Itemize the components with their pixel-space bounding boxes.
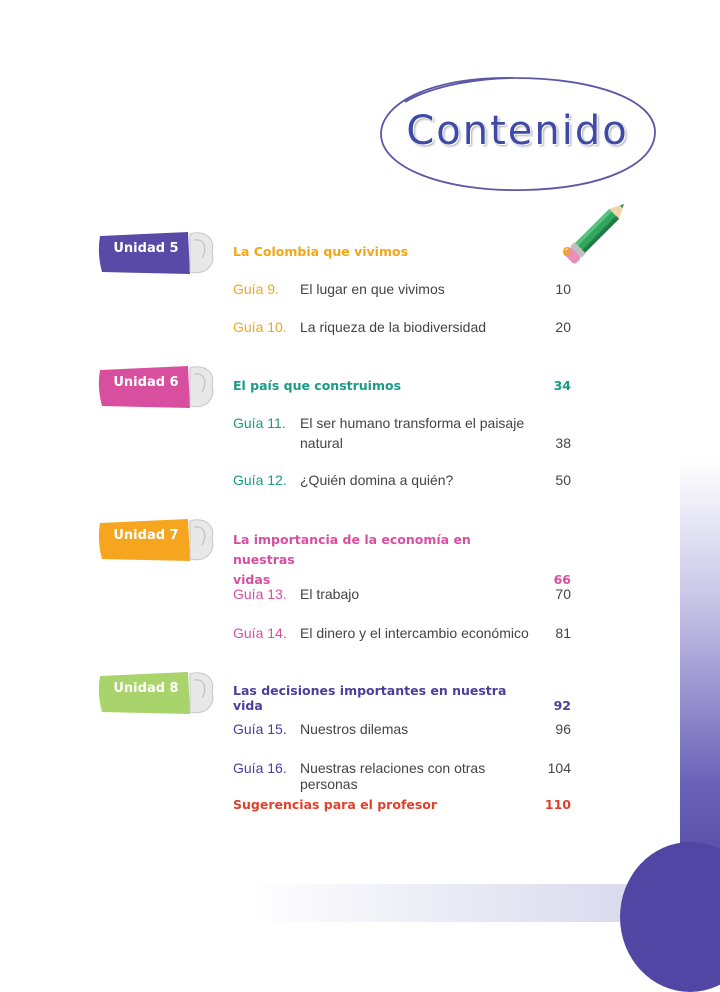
guide-page: 104	[547, 760, 571, 776]
tab-label: Unidad 7	[113, 528, 179, 543]
tab-label: Unidad 5	[113, 241, 179, 256]
guide-title: El dinero y el intercambio económico	[300, 625, 529, 641]
guide-title: Nuestros dilemas	[300, 721, 409, 737]
guide-11-entry[interactable]	[233, 413, 571, 453]
guide-label: Guía 11.	[233, 415, 286, 431]
guide-label: Guía 16.	[233, 760, 287, 776]
guide-label: Guía 13.	[233, 586, 287, 602]
sugerencias-title-text: Sugerencias para el profesor	[233, 797, 438, 812]
guide-title: El lugar en que vivimos	[300, 281, 445, 297]
decorative-corner-circle	[620, 842, 720, 992]
unit-title-text	[233, 530, 531, 590]
guide-title-line2: natural	[300, 435, 343, 451]
guide-label: Guía 12.	[233, 472, 287, 488]
tab-label: Unidad 6	[113, 375, 179, 390]
guide-label: Guía 10.	[233, 319, 287, 335]
guide-page: 70	[555, 586, 571, 602]
guide-page: 10	[555, 281, 571, 297]
guide-title: La riqueza de la biodiversidad	[300, 319, 487, 335]
sugerencias-title[interactable]	[233, 797, 571, 812]
sugerencias-page: 110	[544, 797, 571, 812]
unit-page: 92	[553, 698, 571, 713]
unit-title-line1: La importancia de la economía en nuestras	[233, 532, 471, 567]
guide-page: 20	[555, 319, 571, 335]
guide-title	[300, 413, 531, 453]
unit-6-entry	[233, 378, 571, 393]
unit-7-entry	[233, 530, 571, 590]
guide-title: El trabajo	[300, 586, 360, 602]
guide-page: 81	[555, 625, 571, 641]
guide-label: Guía 15.	[233, 721, 287, 737]
guide-label: Guía 14.	[233, 625, 287, 641]
tab-unidad-8	[98, 668, 218, 718]
sugerencias-entry	[233, 797, 571, 812]
tab-unidad-7	[98, 515, 218, 565]
unit-title[interactable]	[233, 244, 571, 259]
guide-page: 96	[555, 721, 571, 737]
unit-title-text: El país que construimos	[233, 378, 402, 393]
guide-15-entry[interactable]	[233, 721, 571, 737]
guide-title-line1: El ser humano transforma el paisaje	[300, 415, 525, 431]
unit-title[interactable]	[233, 530, 571, 590]
unit-5-entry	[233, 244, 571, 259]
unit-title[interactable]	[233, 683, 571, 713]
guide-9-entry[interactable]	[233, 281, 571, 297]
unit-page: 6	[562, 244, 571, 259]
unit-title-text: La Colombia que vivimos	[233, 244, 409, 259]
guide-16-entry[interactable]	[233, 760, 571, 792]
tab-unidad-6	[98, 362, 218, 412]
guide-14-entry[interactable]	[233, 625, 571, 641]
guide-10-entry[interactable]	[233, 319, 571, 335]
guide-13-entry[interactable]	[233, 586, 571, 602]
unit-8-entry	[233, 683, 571, 713]
pencil-icon	[555, 192, 635, 274]
guide-label: Guía 9.	[233, 281, 279, 297]
guide-title: Nuestras relaciones con otras personas	[300, 760, 486, 792]
tab-label: Unidad 8	[113, 681, 179, 696]
tab-unidad-5	[98, 228, 218, 278]
guide-title: ¿Quién domina a quién?	[300, 472, 454, 488]
guide-12-entry[interactable]	[233, 472, 571, 488]
unit-title[interactable]	[233, 378, 571, 393]
page-title-block	[375, 72, 660, 197]
guide-page: 38	[555, 435, 571, 451]
unit-page: 34	[553, 378, 571, 393]
page-title: Contenido	[406, 108, 629, 154]
unit-title-line2: vidas	[233, 572, 271, 587]
guide-page: 50	[555, 472, 571, 488]
unit-page: 66	[553, 572, 571, 587]
unit-title-text: Las decisiones importantes en nuestra vida	[233, 683, 507, 713]
